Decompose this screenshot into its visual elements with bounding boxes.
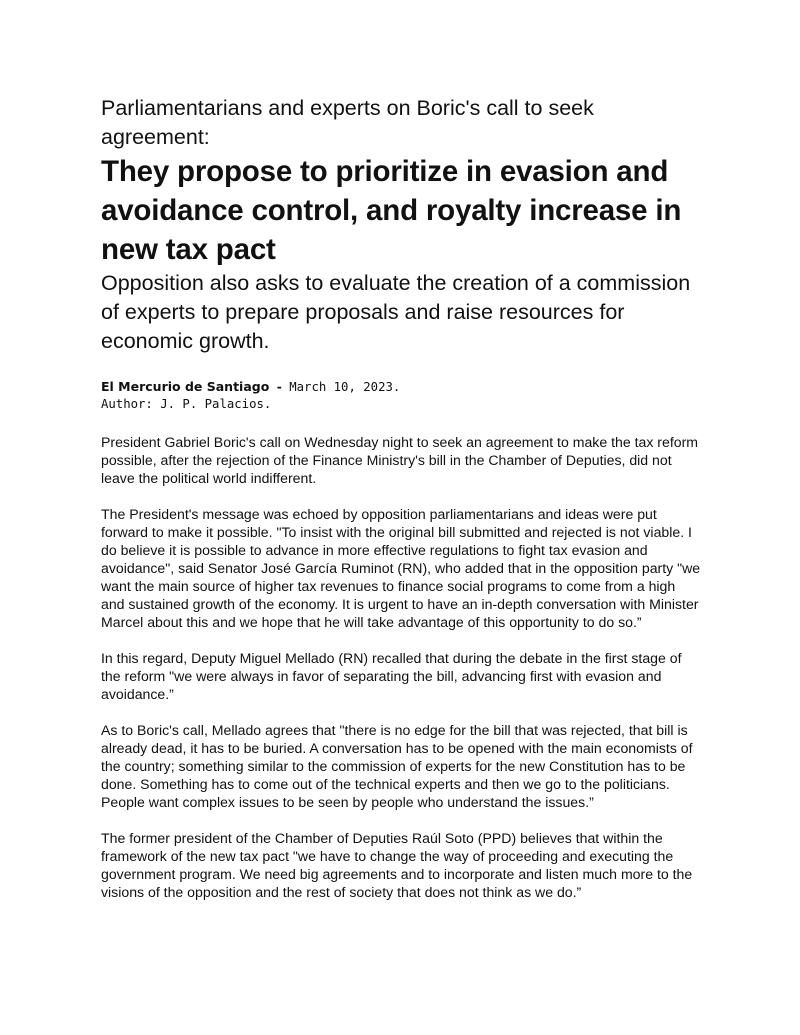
paragraph: In this regard, Deputy Miguel Mellado (RN) recalled that during the debate in the first stage of the reform "we were always in favor of separating the bill, advancing first with evasion and avoidance.” bbox=[101, 650, 682, 702]
article-kicker: Parliamentarians and experts on Boric's call to seek agreement: bbox=[101, 96, 594, 149]
paragraph: President Gabriel Boric's call on Wednesday night to seek an agreement to make the tax reform possible, after the rejection of the Finance Ministry's bill in the Chamber of Deputies, did not leave the political world indifferent. bbox=[101, 434, 699, 486]
paragraph: As to Boric's call, Mellado agrees that "there is no edge for the bill that was rejected, that bill is already dead, it has to be buried. A conversation has to be opened with the main economists of the country; something similar to the commission of experts for the new Constitution has to be done. Something has to come out of the technical experts and then we go to the politicians. People want complex issues to be seen by people who understand the issues.” bbox=[101, 722, 693, 810]
paragraph: The President's message was echoed by opposition parliamentarians and ideas were put forward to make it possible. "To insist with the original bill submitted and rejected is not viable. I do believe it is possible to advance in more effective regulations to fight tax evasion and avoidance", said Senator José García Ruminot (RN), who added that in the opposition party "we want the main source of higher tax revenues to finance social programs to come from a high and sustained growth of the economy. It is urgent to have an in-depth conversation with Minister Marcel about this and we hope that he will take advantage of this opportunity to do so.” bbox=[101, 506, 701, 630]
paragraph: The former president of the Chamber of Deputies Raúl Soto (PPD) believes that within the framework of the new tax pact "we have to change the way of proceeding and executing the government program. We need big agreements and to incorporate and listen much more to the visions of the opposition and the rest of society that does not think as we do.” bbox=[101, 830, 693, 900]
source-line bbox=[101, 378, 701, 396]
article-byline bbox=[101, 378, 701, 413]
byline-separator: - bbox=[276, 380, 282, 394]
author-line: Author: J. P. Palacios. bbox=[101, 397, 272, 411]
publication-date: March 10, 2023. bbox=[289, 380, 401, 394]
article-headline: They propose to prioritize in evasion and avoidance control, and royalty increase in new tax pact bbox=[101, 155, 682, 266]
article-subheadline: Opposition also asks to evaluate the creation of a commission of experts to prepare proposals and raise resources for economic growth. bbox=[101, 271, 691, 353]
article bbox=[101, 94, 701, 901]
publication-name: El Mercurio de Santiago bbox=[101, 379, 270, 394]
